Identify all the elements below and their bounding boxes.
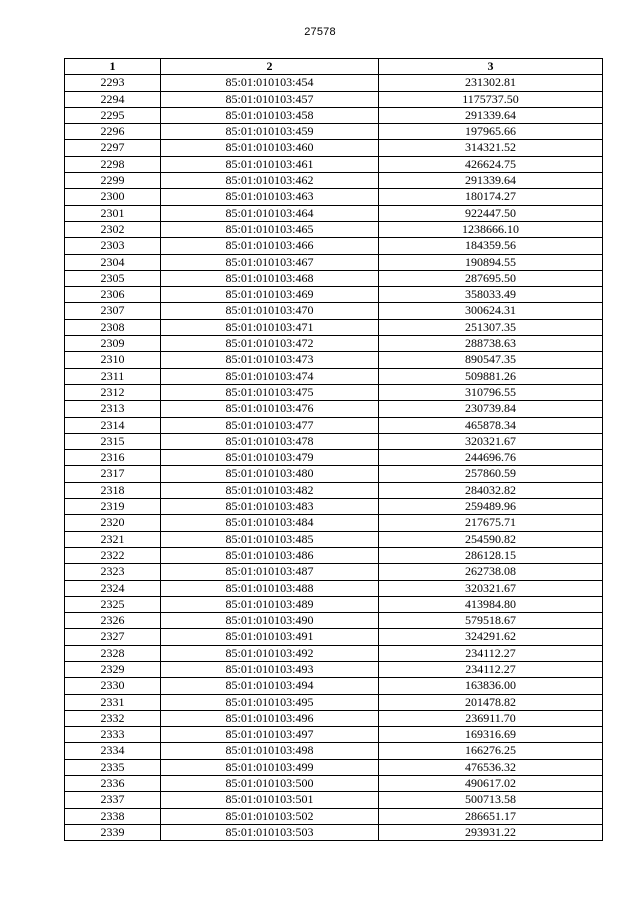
cadastral-number-cell: 85:01:010103:486	[161, 547, 379, 563]
table-row	[65, 75, 603, 91]
table-row	[65, 384, 603, 400]
row-number-cell: 2328	[65, 645, 161, 661]
table-row	[65, 580, 603, 596]
row-number-cell: 2322	[65, 547, 161, 563]
cadastral-number-cell: 85:01:010103:458	[161, 107, 379, 123]
value-cell: 291339.64	[379, 107, 603, 123]
row-number-cell: 2330	[65, 678, 161, 694]
table-row	[65, 710, 603, 726]
value-cell: 231302.81	[379, 75, 603, 91]
value-cell: 286651.17	[379, 808, 603, 824]
value-cell: 293931.22	[379, 824, 603, 840]
table-row	[65, 173, 603, 189]
value-cell: 262738.08	[379, 564, 603, 580]
value-cell: 579518.67	[379, 613, 603, 629]
value-cell: 236911.70	[379, 710, 603, 726]
row-number-cell: 2338	[65, 808, 161, 824]
value-cell: 251307.35	[379, 319, 603, 335]
row-number-cell: 2331	[65, 694, 161, 710]
row-number-cell: 2296	[65, 124, 161, 140]
table-row	[65, 107, 603, 123]
cadastral-number-cell: 85:01:010103:473	[161, 352, 379, 368]
value-cell: 197965.66	[379, 124, 603, 140]
row-number-cell: 2309	[65, 336, 161, 352]
value-cell: 465878.34	[379, 417, 603, 433]
table-row	[65, 221, 603, 237]
cadastral-number-cell: 85:01:010103:460	[161, 140, 379, 156]
value-cell: 166276.25	[379, 743, 603, 759]
row-number-cell: 2334	[65, 743, 161, 759]
cadastral-number-cell: 85:01:010103:493	[161, 661, 379, 677]
table-row	[65, 156, 603, 172]
cadastral-number-cell: 85:01:010103:488	[161, 580, 379, 596]
value-cell: 259489.96	[379, 499, 603, 515]
table-row	[65, 759, 603, 775]
table-row	[65, 336, 603, 352]
row-number-cell: 2308	[65, 319, 161, 335]
table-row	[65, 466, 603, 482]
value-cell: 234112.27	[379, 645, 603, 661]
row-number-cell: 2301	[65, 205, 161, 221]
row-number-cell: 2336	[65, 776, 161, 792]
cadastral-number-cell: 85:01:010103:497	[161, 727, 379, 743]
value-cell: 163836.00	[379, 678, 603, 694]
value-cell: 310796.55	[379, 384, 603, 400]
cadastral-number-cell: 85:01:010103:466	[161, 238, 379, 254]
value-cell: 890547.35	[379, 352, 603, 368]
table-row	[65, 661, 603, 677]
row-number-cell: 2304	[65, 254, 161, 270]
page-number: 27578	[304, 26, 336, 38]
cadastral-number-cell: 85:01:010103:479	[161, 450, 379, 466]
table-row	[65, 792, 603, 808]
cadastral-number-cell: 85:01:010103:476	[161, 401, 379, 417]
value-cell: 320321.67	[379, 433, 603, 449]
value-cell: 287695.50	[379, 270, 603, 286]
cadastral-number-cell: 85:01:010103:487	[161, 564, 379, 580]
value-cell: 476536.32	[379, 759, 603, 775]
value-cell: 244696.76	[379, 450, 603, 466]
value-cell: 324291.62	[379, 629, 603, 645]
table-row	[65, 433, 603, 449]
column-header-1: 1	[65, 59, 161, 75]
table-row	[65, 91, 603, 107]
cadastral-number-cell: 85:01:010103:485	[161, 531, 379, 547]
row-number-cell: 2297	[65, 140, 161, 156]
row-number-cell: 2305	[65, 270, 161, 286]
row-number-cell: 2294	[65, 91, 161, 107]
cadastral-number-cell: 85:01:010103:477	[161, 417, 379, 433]
table-row	[65, 547, 603, 563]
row-number-cell: 2320	[65, 515, 161, 531]
table-row	[65, 824, 603, 840]
row-number-cell: 2324	[65, 580, 161, 596]
data-table	[64, 58, 603, 841]
row-number-cell: 2327	[65, 629, 161, 645]
value-cell: 190894.55	[379, 254, 603, 270]
row-number-cell: 2339	[65, 824, 161, 840]
value-cell: 288738.63	[379, 336, 603, 352]
cadastral-number-cell: 85:01:010103:464	[161, 205, 379, 221]
cadastral-number-cell: 85:01:010103:469	[161, 287, 379, 303]
header-row	[65, 59, 603, 75]
table-row	[65, 531, 603, 547]
value-cell: 257860.59	[379, 466, 603, 482]
table-header	[65, 59, 603, 75]
cadastral-number-cell: 85:01:010103:482	[161, 482, 379, 498]
table-row	[65, 254, 603, 270]
cadastral-number-cell: 85:01:010103:465	[161, 221, 379, 237]
table-row	[65, 776, 603, 792]
cadastral-number-cell: 85:01:010103:461	[161, 156, 379, 172]
row-number-cell: 2293	[65, 75, 161, 91]
table-row	[65, 205, 603, 221]
cadastral-number-cell: 85:01:010103:494	[161, 678, 379, 694]
table-row	[65, 808, 603, 824]
row-number-cell: 2312	[65, 384, 161, 400]
row-number-cell: 2335	[65, 759, 161, 775]
table-row	[65, 450, 603, 466]
row-number-cell: 2306	[65, 287, 161, 303]
table-row	[65, 727, 603, 743]
value-cell: 300624.31	[379, 303, 603, 319]
row-number-cell: 2303	[65, 238, 161, 254]
row-number-cell: 2333	[65, 727, 161, 743]
value-cell: 201478.82	[379, 694, 603, 710]
row-number-cell: 2315	[65, 433, 161, 449]
cadastral-number-cell: 85:01:010103:463	[161, 189, 379, 205]
cadastral-number-cell: 85:01:010103:462	[161, 173, 379, 189]
value-cell: 426624.75	[379, 156, 603, 172]
cadastral-number-cell: 85:01:010103:475	[161, 384, 379, 400]
value-cell: 184359.56	[379, 238, 603, 254]
value-cell: 169316.69	[379, 727, 603, 743]
table-row	[65, 368, 603, 384]
value-cell: 234112.27	[379, 661, 603, 677]
cadastral-number-cell: 85:01:010103:472	[161, 336, 379, 352]
cadastral-number-cell: 85:01:010103:480	[161, 466, 379, 482]
row-number-cell: 2300	[65, 189, 161, 205]
value-cell: 1175737.50	[379, 91, 603, 107]
cadastral-number-cell: 85:01:010103:502	[161, 808, 379, 824]
row-number-cell: 2299	[65, 173, 161, 189]
row-number-cell: 2298	[65, 156, 161, 172]
cadastral-number-cell: 85:01:010103:490	[161, 613, 379, 629]
cadastral-number-cell: 85:01:010103:471	[161, 319, 379, 335]
value-cell: 922447.50	[379, 205, 603, 221]
cadastral-number-cell: 85:01:010103:503	[161, 824, 379, 840]
table-row	[65, 694, 603, 710]
cadastral-number-cell: 85:01:010103:501	[161, 792, 379, 808]
value-cell: 291339.64	[379, 173, 603, 189]
column-header-3: 3	[379, 59, 603, 75]
table-row	[65, 189, 603, 205]
table-row	[65, 417, 603, 433]
row-number-cell: 2302	[65, 221, 161, 237]
cadastral-number-cell: 85:01:010103:491	[161, 629, 379, 645]
row-number-cell: 2325	[65, 596, 161, 612]
table-row	[65, 499, 603, 515]
cadastral-number-cell: 85:01:010103:495	[161, 694, 379, 710]
cadastral-number-cell: 85:01:010103:492	[161, 645, 379, 661]
row-number-cell: 2307	[65, 303, 161, 319]
table-row	[65, 629, 603, 645]
table-row	[65, 564, 603, 580]
table-row	[65, 238, 603, 254]
value-cell: 490617.02	[379, 776, 603, 792]
row-number-cell: 2314	[65, 417, 161, 433]
cadastral-number-cell: 85:01:010103:478	[161, 433, 379, 449]
row-number-cell: 2323	[65, 564, 161, 580]
cadastral-number-cell: 85:01:010103:496	[161, 710, 379, 726]
row-number-cell: 2332	[65, 710, 161, 726]
cadastral-number-cell: 85:01:010103:454	[161, 75, 379, 91]
table-row	[65, 515, 603, 531]
row-number-cell: 2321	[65, 531, 161, 547]
value-cell: 284032.82	[379, 482, 603, 498]
cadastral-number-cell: 85:01:010103:470	[161, 303, 379, 319]
row-number-cell: 2313	[65, 401, 161, 417]
row-number-cell: 2317	[65, 466, 161, 482]
value-cell: 413984.80	[379, 596, 603, 612]
column-header-2: 2	[161, 59, 379, 75]
row-number-cell: 2316	[65, 450, 161, 466]
value-cell: 320321.67	[379, 580, 603, 596]
table-row	[65, 596, 603, 612]
value-cell: 500713.58	[379, 792, 603, 808]
row-number-cell: 2295	[65, 107, 161, 123]
table-row	[65, 613, 603, 629]
row-number-cell: 2329	[65, 661, 161, 677]
cadastral-number-cell: 85:01:010103:459	[161, 124, 379, 140]
row-number-cell: 2311	[65, 368, 161, 384]
value-cell: 509881.26	[379, 368, 603, 384]
table-row	[65, 678, 603, 694]
row-number-cell: 2319	[65, 499, 161, 515]
table-row	[65, 287, 603, 303]
value-cell: 217675.71	[379, 515, 603, 531]
table-row	[65, 319, 603, 335]
cadastral-number-cell: 85:01:010103:483	[161, 499, 379, 515]
cadastral-number-cell: 85:01:010103:489	[161, 596, 379, 612]
table-row	[65, 140, 603, 156]
cadastral-number-cell: 85:01:010103:467	[161, 254, 379, 270]
table-body	[65, 75, 603, 841]
cadastral-number-cell: 85:01:010103:484	[161, 515, 379, 531]
value-cell: 314321.52	[379, 140, 603, 156]
value-cell: 180174.27	[379, 189, 603, 205]
table-row	[65, 352, 603, 368]
table-row	[65, 303, 603, 319]
table-row	[65, 270, 603, 286]
table-row	[65, 482, 603, 498]
table-row	[65, 743, 603, 759]
table-row	[65, 124, 603, 140]
cadastral-number-cell: 85:01:010103:500	[161, 776, 379, 792]
value-cell: 1238666.10	[379, 221, 603, 237]
row-number-cell: 2310	[65, 352, 161, 368]
value-cell: 254590.82	[379, 531, 603, 547]
cadastral-number-cell: 85:01:010103:457	[161, 91, 379, 107]
table-row	[65, 645, 603, 661]
value-cell: 286128.15	[379, 547, 603, 563]
cadastral-number-cell: 85:01:010103:474	[161, 368, 379, 384]
cadastral-number-cell: 85:01:010103:498	[161, 743, 379, 759]
row-number-cell: 2337	[65, 792, 161, 808]
value-cell: 230739.84	[379, 401, 603, 417]
value-cell: 358033.49	[379, 287, 603, 303]
row-number-cell: 2318	[65, 482, 161, 498]
cadastral-number-cell: 85:01:010103:468	[161, 270, 379, 286]
cadastral-number-cell: 85:01:010103:499	[161, 759, 379, 775]
table-row	[65, 401, 603, 417]
row-number-cell: 2326	[65, 613, 161, 629]
